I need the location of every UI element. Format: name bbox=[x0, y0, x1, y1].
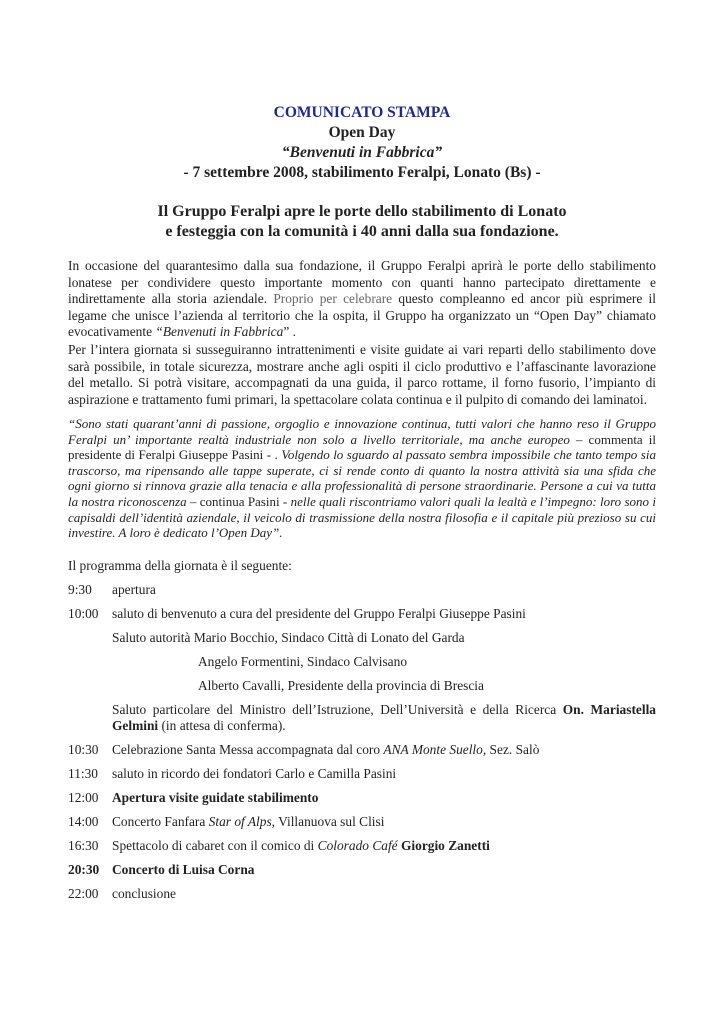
paragraph-intro: In occasione del quarantesimo dalla sua fondazione, il Gruppo Feralpi aprirà le porte dello stabilimento lonatese per condividere questo importante momento con quanti hanno partecipato direttamente e indirettamente alla storia aziendale. Proprio per celebrare questo compleanno ed ancor più esprimere il legame che unisce l’azienda al territorio che la ospita, il Gruppo ha organizzato un “Open Day” chiamato evocativamente “Benvenuti in Fabbrica” . bbox=[68, 258, 656, 340]
program-intro: Il programma della giornata è il seguente: bbox=[68, 558, 292, 573]
doc-title: Open Day bbox=[328, 124, 396, 141]
doc-subtitle: “Benvenuti in Fabbrica” bbox=[281, 144, 443, 161]
headline-line-1: Il Gruppo Feralpi apre le porte dello stabilimento di Lonato bbox=[157, 203, 567, 220]
press-label: COMUNICATO STAMPA bbox=[273, 104, 451, 121]
headline-line-2: e festeggia con la comunità i 40 anni dalla sua fondazione. bbox=[165, 223, 559, 240]
date-place: - 7 settembre 2008, stabilimento Feralpi, Lonato (Bs) - bbox=[183, 164, 541, 181]
paragraph-quote: “Sono stati quarant’anni di passione, orgoglio e innovazione continua, tutti valori che hanno reso il Gruppo Feralpi un’ importante realtà industriale non solo a livello territoriale, ma anche europeo – commenta il presidente di Feralpi Giuseppe Pasini - . Volgendo lo sguardo al passato sembra impossibile che tanto tempo sia trascorso, ma ripensando alle tappe superate, ci si rende conto di quanto la nostra attività sia una sfida che ogni giorno si rinnova grazie alla tenacia e alla professionalità di persone straordinarie. Persone a cui va tutta la nostra riconoscenza – continua Pasini - nelle quali riscontriamo valori quali la lealtà e l’impegno: loro sono i capisaldi dell’identità aziendale, il veicolo di trasmissione della nostra filosofia e il capitale più prezioso su cui investire. A loro è dedicato l’Open Day”. bbox=[68, 416, 657, 541]
paragraph-visits: Per l’intera giornata si susseguiranno intrattenimenti e visite guidate ai vari reparti dello stabilimento dove sarà possibile, in totale sicurezza, mostrare anche agli ospiti il ciclo produttivo e l’affascinante lavorazione del metallo. Si potrà visitare, accompagnati da una guida, il parco rottame, il forno fusorio, l’impianto di aspirazione e trattamento fumi primari, la spettacolare colata continua e il pulpito di comando dei laminatoi. bbox=[68, 342, 656, 407]
